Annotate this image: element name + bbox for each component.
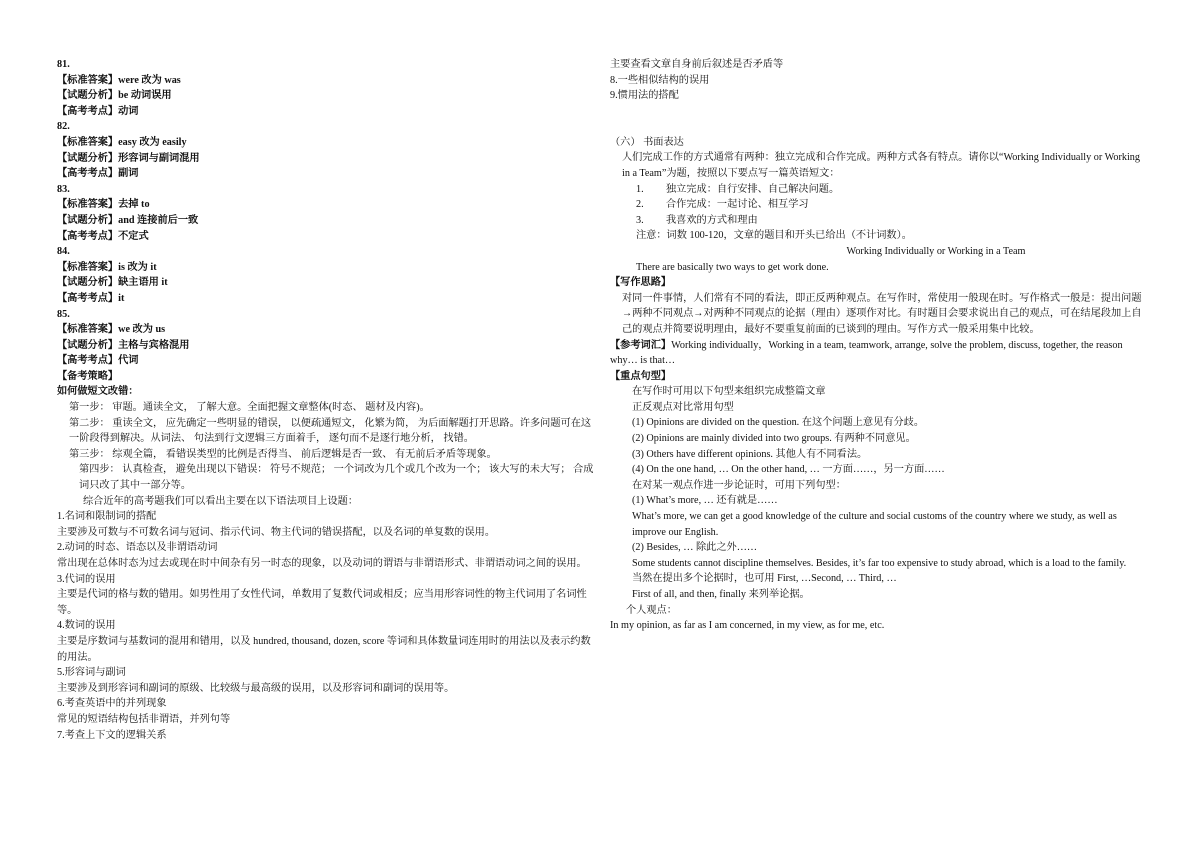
sentence-patterns-header: 【重点句型】 xyxy=(610,370,672,382)
section-heading: （六） 书面表达 xyxy=(610,136,684,148)
prompt-point-1 xyxy=(610,182,1146,198)
grammar-topic-9: 9.惯用法的搭配 xyxy=(610,90,679,102)
patterns-subheading: 正反观点对比常用句型 xyxy=(632,401,734,413)
point-number: 1. xyxy=(636,183,644,195)
multiple-arguments-note: 当然在提出多个论据时，也可用 First, …Second, … Third, … xyxy=(632,573,897,585)
example-besides: Some students cannot discipline themselves. Besides, it’s far too expensive to study abroad, which is a load to the family. xyxy=(632,557,1127,569)
point-text: 我喜欢的方式和理由 xyxy=(666,214,758,226)
question-analysis: 【试题分析】主格与宾格混用 xyxy=(57,339,190,351)
vocabulary-block xyxy=(610,338,1146,369)
standard-answer: 【标准答案】easy 改为 easily xyxy=(57,136,187,148)
topic-title: 6.考查英语中的并列现象 xyxy=(57,698,167,710)
standard-answer: 【标准答案】is 改为 it xyxy=(57,261,157,273)
writing-prompt: 人们完成工作的方式通常有两种：独立完成和合作完成。两种方式各有特点。请你以“Working Individually or Working in a Team”为题，按照以下要点写一篇英语短文： xyxy=(622,152,1140,179)
grammar-topic-5 xyxy=(57,665,595,696)
spacer xyxy=(610,104,1146,135)
step-four: 第四步： 认真检查， 避免出现以下错误： 符号不规范； 一个词改为几个或几个改为一个； 该大写的未大写； 合成词只改了其中一部分等。 xyxy=(79,464,594,492)
left-column xyxy=(57,57,595,743)
pattern-besides: (2) Besides, … 除此之外…… xyxy=(632,542,758,554)
topic-description: 主要涉及到形容词和副词的原级、比较级与最高级的误用，以及形容词和副词的误用等。 xyxy=(57,682,455,694)
standard-answer: 【标准答案】we 改为 us xyxy=(57,324,166,336)
standard-answer: 【标准答案】were 改为 was xyxy=(57,74,181,86)
right-column xyxy=(610,57,1146,634)
topic-title: 2.动词的时态、语态以及非谓语动词 xyxy=(57,542,218,554)
topic-7-description: 主要查看文章自身前后叙述是否矛盾等 xyxy=(610,59,784,70)
topic-title: 4.数词的误用 xyxy=(57,620,116,632)
question-analysis: 【试题分析】be 动词误用 xyxy=(57,90,172,102)
item-number: 81. xyxy=(57,59,70,70)
step-three: 第三步： 综观全篇， 看错误类型的比例是否得当、 前后逻辑是否一致、 有无前后矛盾等现象。 xyxy=(69,448,497,460)
topic-description: 常出现在总体时态为过去或现在时中间杂有另一时态的现象，以及动词的谓语与非谓语形式、非谓语动词之间的误用。 xyxy=(57,558,587,569)
example-whats-more: What’s more, we can get a good knowledge of the culture and social customs of the country where we study, as well as improve our English. xyxy=(632,511,1117,538)
step-two: 第二步： 重读全文， 应先确定一些明显的错误， 以便疏通短文， 化繁为简， 为后面解题打开思路。许多问题可在这一阶段得到解决。从词法、 句法到行文逻辑三方面着手， 逐句而不是逐行地分析， 找错。 xyxy=(69,417,592,445)
exam-point: 【高考考点】代词 xyxy=(57,355,139,367)
question-analysis: 【试题分析】形容词与副词混用 xyxy=(57,152,200,164)
item-number: 85. xyxy=(57,308,70,320)
multiple-arguments-list: First of all, and then, finally 来列举论据。 xyxy=(632,589,810,600)
approach-text: 对同一件事情，人们常有不同的看法，即正反两种观点。在写作时，常使用一般现在时。写作格式一般是：提出问题→两种不同观点→对两种不同观点的论据（理由）逐项作对比。有时题目会要求说出自己的观点，可在结尾段加上自己的观点并简要说明理由，最好不要重复前面的已谈到的理由。写作方式一般采用集中比较。 xyxy=(622,292,1142,335)
vocabulary-text: Working individually，Working in a team, teamwork, arrange, solve the problem, discuss, together, the reason why… is that… xyxy=(610,339,1123,367)
essay-opening: There are basically two ways to get work done. xyxy=(636,261,829,273)
word-count-note: 注意：词数 100-120，文章的题目和开头已给出（不计词数）。 xyxy=(636,230,912,242)
pattern-4: (4) On the one hand, … On the other hand, … 一方面……，另一方面…… xyxy=(632,464,945,476)
step-one: 第一步： 审题。通读全文， 了解大意。全面把握文章整体(时态、 题材及内容)。 xyxy=(69,402,430,414)
prompt-point-2 xyxy=(610,197,1146,213)
summary-line: 综合近年的高考题我们可以看出主要在以下语法项目上设题： xyxy=(83,495,359,507)
topic-title: 5.形容词与副词 xyxy=(57,667,126,679)
item-number: 82. xyxy=(57,121,70,133)
topic-description: 主要涉及可数与不可数名词与冠词、指示代词、物主代词的错误搭配，以及名词的单复数的误用。 xyxy=(57,526,496,538)
grammar-topic-8: 8.一些相似结构的误用 xyxy=(610,74,710,86)
how-to-heading: 如何做短文改错： xyxy=(57,386,139,398)
topic-title: 3.代词的误用 xyxy=(57,573,116,585)
topic-description: 常见的短语结构包括非谓语，并列句等 xyxy=(57,713,231,725)
grammar-topic-2 xyxy=(57,540,595,571)
answer-83 xyxy=(57,182,595,244)
topic-description: 主要是序数词与基数词的混用和错用，以及 hundred, thousand, dozen, score 等词和具体数量词连用时的用法以及表示约数的用法。 xyxy=(57,635,591,663)
personal-view-phrases: In my opinion, as far as I am concerned, in my view, as for me, etc. xyxy=(610,620,885,632)
topic-description: 主要是代词的格与数的错用。如男性用了女性代词，单数用了复数代词或相反；应当用形容词性的物主代词用了名词性等。 xyxy=(57,589,587,616)
point-text: 合作完成：一起讨论、相互学习 xyxy=(666,199,809,211)
vocabulary-header: 【参考词汇】 xyxy=(610,339,672,351)
further-argument-intro: 在对某一观点作进一步论证时，可用下列句型： xyxy=(632,479,846,491)
grammar-topic-6 xyxy=(57,696,595,727)
essay-title: Working Individually or Working in a Team xyxy=(846,245,1026,257)
answer-84 xyxy=(57,244,595,306)
grammar-topic-1 xyxy=(57,509,595,540)
personal-view-heading: 个人观点： xyxy=(626,604,677,616)
answer-82 xyxy=(57,119,595,181)
strategy-header: 【备考策略】 xyxy=(57,370,119,382)
patterns-intro: 在写作时可用以下句型来组织完成整篇文章 xyxy=(632,386,826,398)
grammar-topic-7-title: 7.考查上下文的逻辑关系 xyxy=(57,729,167,741)
topic-title: 1.名词和限制词的搭配 xyxy=(57,511,157,523)
question-analysis: 【试题分析】and 连接前后一致 xyxy=(57,214,199,226)
exam-point: 【高考考点】不定式 xyxy=(57,230,149,242)
item-number: 84. xyxy=(57,246,70,258)
prompt-point-3 xyxy=(610,213,1146,229)
point-text: 独立完成：自行安排、自己解决问题。 xyxy=(666,183,840,195)
pattern-1: (1) Opinions are divided on the question. 在这个问题上意见有分歧。 xyxy=(632,417,925,429)
pattern-2: (2) Opinions are mainly divided into two groups. 有两种不同意见。 xyxy=(632,433,916,445)
grammar-topic-3 xyxy=(57,572,595,619)
exam-point: 【高考考点】副词 xyxy=(57,168,139,180)
answer-85 xyxy=(57,307,595,369)
exam-point: 【高考考点】动词 xyxy=(57,105,139,117)
standard-answer: 【标准答案】去掉 to xyxy=(57,199,150,211)
pattern-whats-more: (1) What’s more, … 还有就是…… xyxy=(632,495,778,507)
point-number: 3. xyxy=(636,214,644,226)
question-analysis: 【试题分析】缺主语用 it xyxy=(57,277,168,289)
grammar-topic-4 xyxy=(57,618,595,665)
pattern-3: (3) Others have different opinions. 其他人有不同看法。 xyxy=(632,448,868,460)
approach-header: 【写作思路】 xyxy=(610,277,672,289)
exam-point: 【高考考点】it xyxy=(57,292,125,304)
item-number: 83. xyxy=(57,183,70,195)
answer-81 xyxy=(57,57,595,119)
point-number: 2. xyxy=(636,199,644,211)
